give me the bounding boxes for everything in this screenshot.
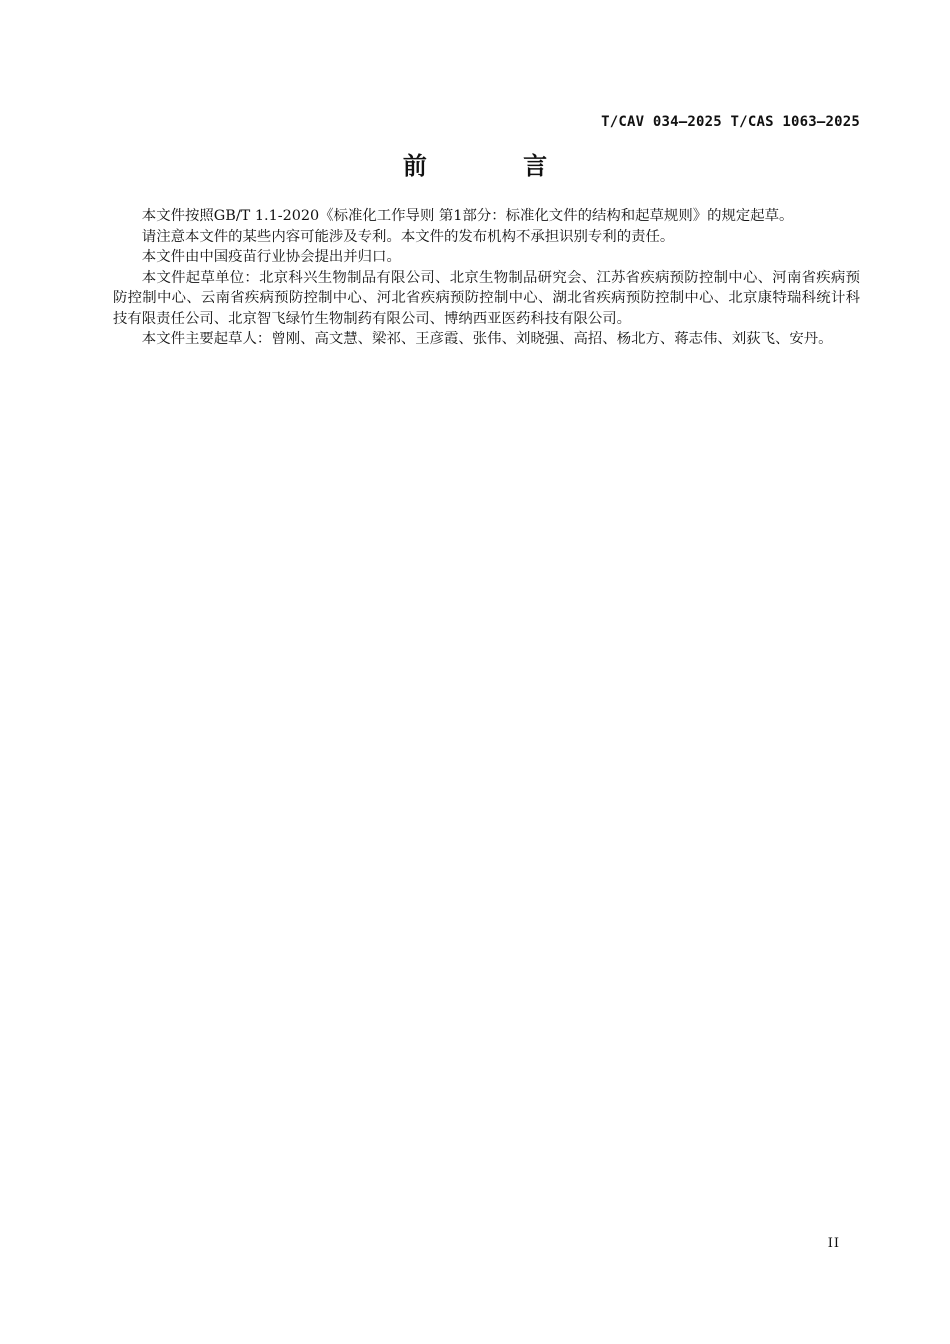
paragraph-drafting-rules: 本文件按照GB/T 1.1-2020《标准化工作导则 第1部分：标准化文件的结构和起草规则》的规定起草。 bbox=[141, 208, 794, 224]
standard-code: T/CAV 034—2025 T/CAS 1063—2025 bbox=[601, 114, 860, 130]
paragraph-drafting-units: 本文件起草单位：北京科兴生物制品有限公司、北京生物制品研究会、江苏省疾病预防控制中心、河南省疾病预防控制中心、云南省疾病预防控制中心、河北省疾病预防控制中心、湖北省疾病预防控制中心、北京康特瑞科统计科技有限责任公司、北京智飞绿竹生物制药有限公司、博纳西亚医药科技有限公司。 bbox=[113, 269, 860, 327]
page-title: 前 言 bbox=[402, 152, 592, 180]
paragraph-patent-notice: 请注意本文件的某些内容可能涉及专利。本文件的发布机构不承担识别专利的责任。 bbox=[141, 228, 675, 245]
paragraph-drafters: 本文件主要起草人：曾刚、高文慧、梁祁、王彦霞、张伟、刘晓强、高招、杨北方、蒋志伟、刘荻飞、安丹。 bbox=[141, 331, 833, 347]
page-number: II bbox=[827, 1236, 840, 1251]
paragraph-proposer: 本文件由中国疫苗行业协会提出并归口。 bbox=[141, 249, 401, 265]
document-body bbox=[113, 206, 860, 350]
